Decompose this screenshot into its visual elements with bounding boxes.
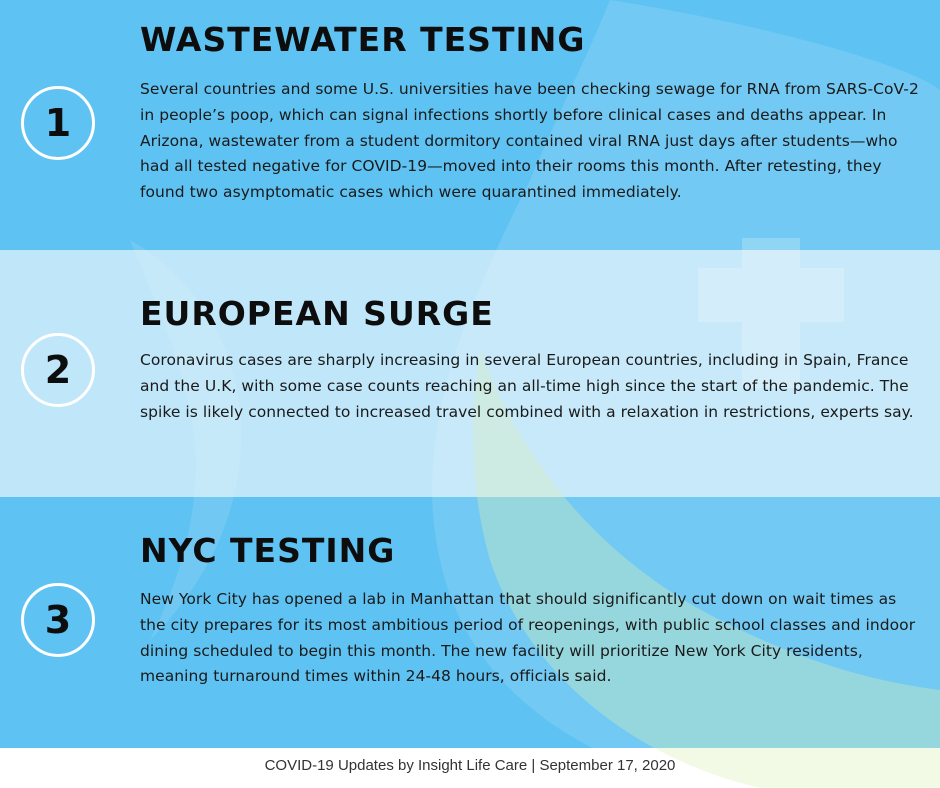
section-nyc-testing — [0, 497, 940, 748]
section-body: Several countries and some U.S. universities have been checking sewage for RNA from SARS-CoV-2 in people’s poop, which can signal infections shortly before clinical cases and deaths appear. In Arizona, wastewater from a student dormitory contained viral RNA just days after students—who had all tested negative for COVID-19—moved into their rooms this month. After retesting, they found two asymptomatic cases which were quarantined immediately. — [140, 80, 919, 202]
section-number-badge: 3 — [21, 583, 95, 657]
section-title: NYC TESTING — [140, 531, 396, 570]
section-european-surge — [0, 250, 940, 497]
footer-credit: COVID-19 Updates by Insight Life Care | September 17, 2020 — [264, 757, 676, 774]
section-body: Coronavirus cases are sharply increasing in several European countries, including in Spain, France and the U.K, with some case counts reaching an all-time high since the start of the pandemic. The spike is likely connected to increased travel combined with a relaxation in restrictions, experts say. — [140, 351, 914, 421]
section-number-badge: 2 — [21, 333, 95, 407]
section-body: New York City has opened a lab in Manhattan that should significantly cut down on wait times as the city prepares for its most ambitious period of reopenings, with public school classes and indoor dining scheduled to begin this month. The new facility will prioritize New York City residents, meaning turnaround times within 24-48 hours, officials said. — [140, 590, 916, 686]
section-wastewater-testing — [0, 0, 940, 250]
section-number-badge: 1 — [21, 86, 95, 160]
section-title: WASTEWATER TESTING — [140, 20, 586, 59]
section-title: EUROPEAN SURGE — [140, 294, 494, 333]
